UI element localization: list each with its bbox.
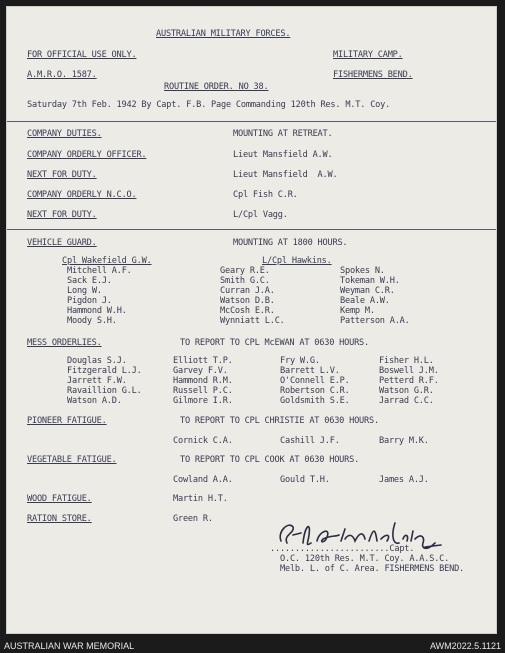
- mess-orderly-name: Elliott T.P.: [173, 356, 233, 366]
- archive-footer: [0, 637, 505, 653]
- vehicle-guard-name: Curran J.A.: [220, 286, 275, 296]
- mess-orderly-name: Gilmore I.R.: [173, 396, 233, 406]
- mess-orderly-name: O'Connell E.P.: [280, 376, 350, 386]
- mess-orderly-name: Fisher H.L.: [379, 356, 434, 366]
- vehicle-guard-name: Wynniatt L.C.: [220, 316, 285, 326]
- mess-orderlies-report: TO REPORT TO CPL McEWAN AT 0630 HOURS.: [180, 338, 370, 348]
- vehicle-guard-name: Geary R.E.: [220, 266, 270, 276]
- pioneer-name: Cornick C.A.: [173, 436, 233, 446]
- vegetable-fatigue-label: VEGETABLE FATIGUE.: [27, 455, 117, 465]
- mess-orderly-name: Goldsmith S.E.: [280, 396, 350, 406]
- mess-orderly-name: Barrett L.V.: [280, 366, 340, 376]
- vehicle-guard-name: Watson D.B.: [220, 296, 275, 306]
- vehicle-guard-label: VEHICLE GUARD.: [27, 238, 97, 248]
- duty-label: COMPANY ORDERLY OFFICER.: [27, 150, 147, 160]
- pioneer-fatigue-report: TO REPORT TO CPL CHRISTIE AT 0630 HOURS.: [180, 416, 379, 426]
- vehicle-guard-name: Smith G.C.: [220, 276, 270, 286]
- vegetable-fatigue-report: TO REPORT TO CPL COOK AT 0630 HOURS.: [180, 455, 360, 465]
- vehicle-guard-name: Hammond W.H.: [67, 306, 127, 316]
- vehicle-guard-name: Weyman C.R.: [340, 286, 395, 296]
- duty-label: NEXT FOR DUTY.: [27, 170, 97, 180]
- ration-store-label: RATION STORE.: [27, 514, 92, 524]
- wood-fatigue-value: Martin H.T.: [173, 494, 228, 504]
- divider-2: [7, 229, 496, 230]
- wood-fatigue-label: WOOD FATIGUE.: [27, 494, 92, 504]
- mess-orderly-name: Fitzgerald L.J.: [67, 366, 142, 376]
- duty-value: Lieut Mansfield A.W.: [233, 150, 333, 160]
- vegetable-name: James A.J.: [379, 475, 429, 485]
- signature-capt-line: ........................Capt.: [270, 544, 415, 554]
- vehicle-guard-name: McCosh E.R.: [220, 306, 275, 316]
- pioneer-name: Cashill J.F.: [280, 436, 340, 446]
- mess-orderly-name: Russell P.C.: [173, 386, 233, 396]
- signature-unit: O.C. 120th Res. M.T. Coy. A.A.S.C.: [280, 554, 450, 564]
- vehicle-guard-name: Beale A.W.: [340, 296, 390, 306]
- vehicle-guard-name: Long W.: [67, 286, 102, 296]
- archive-name: AUSTRALIAN WAR MEMORIAL: [4, 641, 135, 651]
- mess-orderlies-label: MESS ORDERLIES.: [27, 338, 102, 348]
- divider-1: [7, 121, 496, 122]
- duty-value: Cpl Fish C.R.: [233, 190, 298, 200]
- vehicle-guard-name: Pigdon J.: [67, 296, 112, 306]
- duty-label: COMPANY DUTIES.: [27, 129, 102, 139]
- routine-order-number: ROUTINE ORDER. NO 38.: [164, 82, 269, 92]
- vehicle-guard-cpl: Cpl Wakefield G.W.: [62, 256, 152, 266]
- mess-orderly-name: Watson G.R.: [379, 386, 434, 396]
- mess-orderly-name: Boswell J.M.: [379, 366, 439, 376]
- vehicle-guard-name: Tokeman W.H.: [340, 276, 400, 286]
- signature-area: Melb. L. of C. Area. FISHERMENS BEND.: [280, 564, 465, 574]
- mess-orderly-name: Hammond R.M.: [173, 376, 233, 386]
- mess-orderly-name: Jarrett F.W.: [67, 376, 127, 386]
- vehicle-guard-name: Kemp M.: [340, 306, 375, 316]
- pioneer-fatigue-label: PIONEER FATIGUE.: [27, 416, 107, 426]
- ration-store-value: Green R.: [173, 514, 213, 524]
- vehicle-guard-name: Spokes N.: [340, 266, 385, 276]
- mess-orderly-name: Ravaillion G.L.: [67, 386, 142, 396]
- date-line: Saturday 7th Feb. 1942 By Capt. F.B. Page Commanding 120th Res. M.T. Coy.: [27, 100, 391, 110]
- camp-label: MILITARY CAMP.: [333, 50, 403, 60]
- archive-reference: AWM2022.5.1121: [429, 641, 501, 651]
- mess-orderly-name: Robertson C.R.: [280, 386, 350, 396]
- vehicle-guard-name: Mitchell A.F.: [67, 266, 132, 276]
- doc-title: AUSTRALIAN MILITARY FORCES.: [156, 29, 291, 39]
- duty-value: Lieut Mansfield A.W.: [233, 170, 338, 180]
- mess-orderly-name: Garvey F.V.: [173, 366, 228, 376]
- mess-orderly-name: Watson A.D.: [67, 396, 122, 406]
- duty-label: COMPANY ORDERLY N.C.O.: [27, 190, 137, 200]
- vehicle-guard-name: Moody S.H.: [67, 316, 117, 326]
- vehicle-guard-mounting: MOUNTING AT 1800 HOURS.: [233, 238, 348, 248]
- location-label: FISHERMENS BEND.: [333, 70, 413, 80]
- mess-orderly-name: Petterd R.F.: [379, 376, 439, 386]
- vegetable-name: Gould T.H.: [280, 475, 330, 485]
- mess-orderly-name: Douglas S.J.: [67, 356, 127, 366]
- vegetable-name: Cowland A.A.: [173, 475, 233, 485]
- amro-number: A.M.R.O. 1587.: [27, 70, 97, 80]
- official-use-label: FOR OFFICIAL USE ONLY.: [27, 50, 137, 60]
- mess-orderly-name: Jarrad C.C.: [379, 396, 434, 406]
- mess-orderly-name: Fry W.G.: [280, 356, 320, 366]
- duty-label: NEXT FOR DUTY.: [27, 210, 97, 220]
- duty-value: MOUNTING AT RETREAT.: [233, 129, 333, 139]
- duty-value: L/Cpl Vagg.: [233, 210, 288, 220]
- pioneer-name: Barry M.K.: [379, 436, 429, 446]
- vehicle-guard-lcpl: L/Cpl Hawkins.: [262, 256, 332, 266]
- order-sheet: [6, 6, 497, 634]
- vehicle-guard-name: Patterson A.A.: [340, 316, 410, 326]
- vehicle-guard-name: Sack E.J.: [67, 276, 112, 286]
